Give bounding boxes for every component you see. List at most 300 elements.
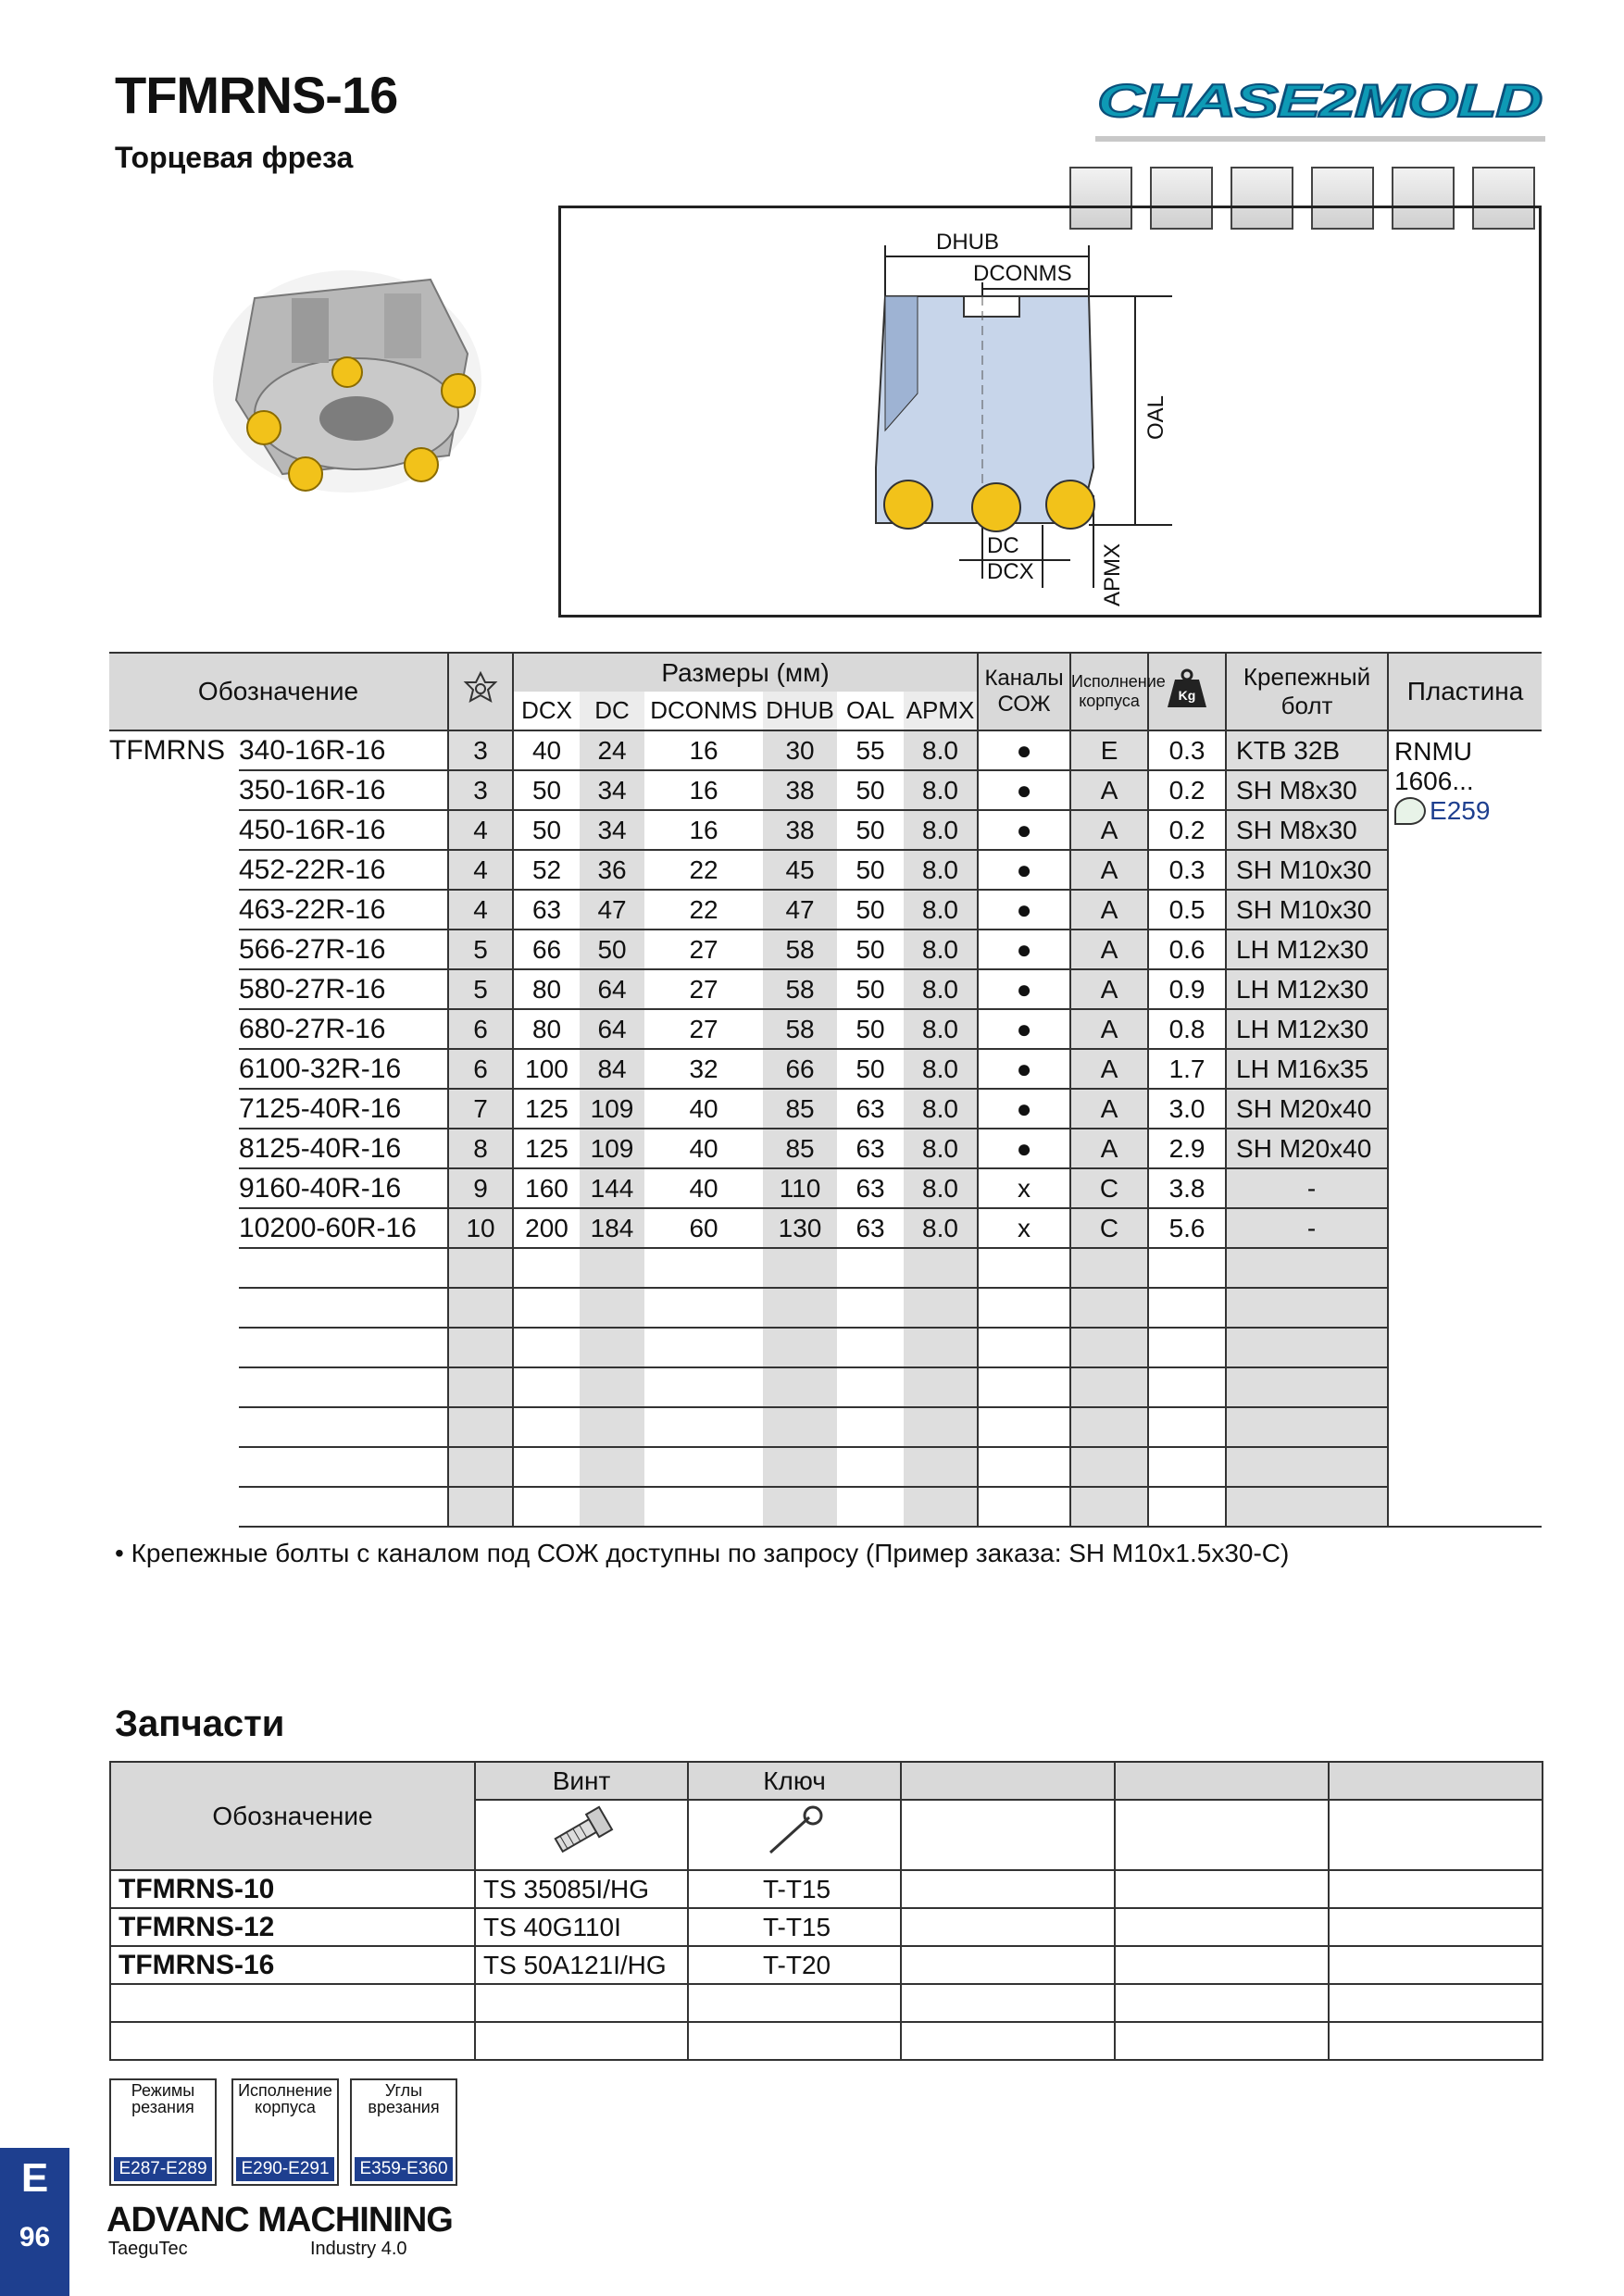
series-prefix-spacer xyxy=(109,969,239,1009)
row-designation: 450-16R-16 xyxy=(239,810,448,850)
cell-dconms: 27 xyxy=(644,930,763,969)
cell-dhub: 130 xyxy=(763,1208,837,1248)
cell-dconms: 40 xyxy=(644,1129,763,1168)
parts-cell-code: TFMRNS-10 xyxy=(110,1870,475,1908)
table-row xyxy=(109,1009,1542,1049)
table-row xyxy=(109,1447,1542,1487)
svg-text:CHASE2MOLD: CHASE2MOLD xyxy=(1097,75,1542,126)
col-header-designation: Обозначение xyxy=(197,677,359,705)
parts-cell-key: T-T15 xyxy=(688,1870,901,1908)
cell-dcx xyxy=(513,1367,580,1407)
cutting-data-ref[interactable] xyxy=(109,2078,217,2186)
cell-kg: 0.3 xyxy=(1148,850,1226,890)
col-header-dc: DC xyxy=(580,692,644,730)
cell-dcx xyxy=(513,1288,580,1328)
parts-empty-header xyxy=(901,1762,1115,1800)
cell-dhub: 38 xyxy=(763,770,837,810)
cell-dcx: 80 xyxy=(513,969,580,1009)
cell-dconms xyxy=(644,1487,763,1527)
table-row xyxy=(109,1367,1542,1407)
cell-oal xyxy=(837,1328,904,1367)
parts-row xyxy=(110,1984,1543,2022)
cell-dc xyxy=(580,1328,644,1367)
cell-apmx: 8.0 xyxy=(904,1049,978,1089)
cell-design: A xyxy=(1070,1049,1148,1089)
cell-coolant: ● xyxy=(978,770,1070,810)
ref-code: E287-E289 xyxy=(114,2157,212,2181)
row-designation: 566-27R-16 xyxy=(239,930,448,969)
cell-apmx xyxy=(904,1407,978,1447)
cell-dhub: 66 xyxy=(763,1049,837,1089)
cell-z: 8 xyxy=(448,1129,513,1168)
cell-oal: 63 xyxy=(837,1089,904,1129)
table-row xyxy=(109,1288,1542,1328)
series-prefix-spacer xyxy=(109,1129,239,1168)
table-row xyxy=(109,1487,1542,1527)
dim-label-dcx: DCX xyxy=(987,559,1034,584)
cell-z: 6 xyxy=(448,1049,513,1089)
cell-z xyxy=(448,1288,513,1328)
chase2mold-logo xyxy=(1097,74,1546,126)
cell-z xyxy=(448,1328,513,1367)
parts-empty-cell xyxy=(1329,1800,1543,1870)
insert-cell xyxy=(1388,730,1542,1527)
cell-dc xyxy=(580,1367,644,1407)
parts-cell-screw: TS 50A121I/HG xyxy=(475,1946,688,1984)
cell-coolant xyxy=(978,1487,1070,1527)
ref-code: E290-E291 xyxy=(236,2157,334,2181)
parts-empty-cell xyxy=(901,2022,1115,2060)
cell-z xyxy=(448,1407,513,1447)
cell-z: 9 xyxy=(448,1168,513,1208)
row-designation xyxy=(239,1328,448,1367)
cell-oal xyxy=(837,1288,904,1328)
cell-kg: 0.3 xyxy=(1148,730,1226,770)
col-header-oal: OAL xyxy=(837,692,904,730)
page-subtitle: Торцевая фреза xyxy=(115,141,354,174)
cell-dc: 34 xyxy=(580,810,644,850)
cell-dcx xyxy=(513,1447,580,1487)
series-prefix-spacer xyxy=(109,810,239,850)
cell-z: 3 xyxy=(448,730,513,770)
cell-coolant: x xyxy=(978,1208,1070,1248)
cell-oal: 63 xyxy=(837,1208,904,1248)
cell-coolant: ● xyxy=(978,1009,1070,1049)
cell-design: C xyxy=(1070,1168,1148,1208)
cell-kg: 2.9 xyxy=(1148,1129,1226,1168)
series-prefix-spacer xyxy=(109,1168,239,1208)
series-prefix-spacer xyxy=(109,1208,239,1248)
series-prefix: TFMRNS xyxy=(109,735,225,766)
cell-design: A xyxy=(1070,1089,1148,1129)
series-prefix-spacer xyxy=(109,1288,239,1328)
cell-apmx xyxy=(904,1328,978,1367)
cell-dc: 50 xyxy=(580,930,644,969)
series-prefix-spacer xyxy=(109,1367,239,1407)
cell-dconms: 16 xyxy=(644,770,763,810)
table-row xyxy=(109,930,1542,969)
series-prefix-spacer xyxy=(109,770,239,810)
insert-reference-link[interactable] xyxy=(1394,796,1542,826)
cell-dc: 36 xyxy=(580,850,644,890)
series-prefix-spacer xyxy=(109,1248,239,1288)
cell-bolt: LH M12x30 xyxy=(1226,1009,1388,1049)
parts-cell-screw: TS 40G110I xyxy=(475,1908,688,1946)
row-designation xyxy=(239,1288,448,1328)
cell-dcx: 50 xyxy=(513,770,580,810)
cell-design xyxy=(1070,1367,1148,1407)
parts-cell-key: T-T20 xyxy=(688,1946,901,1984)
cell-coolant xyxy=(978,1328,1070,1367)
cell-design: C xyxy=(1070,1208,1148,1248)
cell-bolt xyxy=(1226,1288,1388,1328)
cell-dcx: 160 xyxy=(513,1168,580,1208)
cell-z: 3 xyxy=(448,770,513,810)
parts-col-header-designation: Обозначение xyxy=(110,1762,475,1870)
table-row xyxy=(109,1208,1542,1248)
cell-design xyxy=(1070,1407,1148,1447)
parts-cell-key xyxy=(688,2022,901,2060)
cell-apmx xyxy=(904,1487,978,1527)
dim-label-oal: OAL xyxy=(1143,394,1168,440)
cell-coolant xyxy=(978,1367,1070,1407)
table-row xyxy=(109,1328,1542,1367)
cell-dhub xyxy=(763,1487,837,1527)
cell-design: A xyxy=(1070,850,1148,890)
cell-dconms xyxy=(644,1328,763,1367)
cell-apmx xyxy=(904,1367,978,1407)
parts-empty-cell xyxy=(1329,1984,1543,2022)
parts-cell-code xyxy=(110,2022,475,2060)
cell-bolt: SH M20x40 xyxy=(1226,1089,1388,1129)
cell-coolant: ● xyxy=(978,969,1070,1009)
row-designation: 452-22R-16 xyxy=(239,850,448,890)
cell-oal xyxy=(837,1407,904,1447)
cell-oal xyxy=(837,1447,904,1487)
cell-design: E xyxy=(1070,730,1148,770)
spare-parts-title: Запчасти xyxy=(115,1703,285,1744)
cell-design: A xyxy=(1070,770,1148,810)
col-header-apmx: APMX xyxy=(904,692,978,730)
cell-z: 10 xyxy=(448,1208,513,1248)
cell-z: 6 xyxy=(448,1009,513,1049)
insert-ref-page: E259 xyxy=(1430,796,1491,825)
ref-label: Углы врезания xyxy=(368,2081,440,2116)
weight-icon-text: Kg xyxy=(1178,687,1196,703)
cell-z xyxy=(448,1487,513,1527)
table-row xyxy=(109,1129,1542,1168)
parts-empty-cell xyxy=(1115,1908,1329,1946)
series-prefix-spacer xyxy=(109,1009,239,1049)
cell-dconms: 40 xyxy=(644,1089,763,1129)
table-row xyxy=(109,1248,1542,1288)
body-design-ref[interactable] xyxy=(231,2078,339,2186)
row-designation: 10200-60R-16 xyxy=(239,1208,448,1248)
cell-dcx: 52 xyxy=(513,850,580,890)
cell-bolt xyxy=(1226,1407,1388,1447)
cell-dc: 84 xyxy=(580,1049,644,1089)
cell-coolant: ● xyxy=(978,1129,1070,1168)
parts-row xyxy=(110,2022,1543,2060)
teeth-icon xyxy=(448,653,513,730)
parts-cell-code: TFMRNS-12 xyxy=(110,1908,475,1946)
cell-bolt: - xyxy=(1226,1208,1388,1248)
cell-bolt: LH M16x35 xyxy=(1226,1049,1388,1089)
cell-apmx: 8.0 xyxy=(904,770,978,810)
cell-dc xyxy=(580,1447,644,1487)
col-header-insert: Пластина xyxy=(1388,653,1542,730)
cell-dcx: 100 xyxy=(513,1049,580,1089)
cell-design xyxy=(1070,1248,1148,1288)
cell-dhub xyxy=(763,1288,837,1328)
row-designation xyxy=(239,1487,448,1527)
cell-kg xyxy=(1148,1328,1226,1367)
cell-kg xyxy=(1148,1447,1226,1487)
cell-kg: 1.7 xyxy=(1148,1049,1226,1089)
row-designation: 9160-40R-16 xyxy=(239,1168,448,1208)
series-prefix-spacer xyxy=(109,930,239,969)
cell-coolant: ● xyxy=(978,810,1070,850)
cell-dhub xyxy=(763,1367,837,1407)
cell-dc: 47 xyxy=(580,890,644,930)
spare-parts-table xyxy=(109,1761,1543,2061)
cell-dc xyxy=(580,1288,644,1328)
cell-dhub xyxy=(763,1447,837,1487)
cell-design: A xyxy=(1070,810,1148,850)
parts-col-header-key: Ключ xyxy=(688,1762,901,1800)
series-prefix-spacer xyxy=(109,1447,239,1487)
cell-dhub xyxy=(763,1328,837,1367)
cell-apmx: 8.0 xyxy=(904,969,978,1009)
row-designation: 463-22R-16 xyxy=(239,890,448,930)
table-row xyxy=(109,810,1542,850)
cell-dcx: 40 xyxy=(513,730,580,770)
cell-dhub xyxy=(763,1407,837,1447)
insert-size: 1606... xyxy=(1394,767,1474,795)
parts-empty-cell xyxy=(1115,1870,1329,1908)
cell-oal: 63 xyxy=(837,1129,904,1168)
cell-bolt: - xyxy=(1226,1168,1388,1208)
cell-dconms xyxy=(644,1367,763,1407)
cell-kg: 0.8 xyxy=(1148,1009,1226,1049)
cell-kg xyxy=(1148,1367,1226,1407)
cell-oal: 50 xyxy=(837,969,904,1009)
cell-dc: 184 xyxy=(580,1208,644,1248)
col-header-dconms: DCONMS xyxy=(644,692,763,730)
footnote: • Крепежные болты с каналом под СОЖ доступны по запросу (Пример заказа: SH M10x1.5x30-C) xyxy=(115,1539,1290,1567)
parts-cell-screw xyxy=(475,2022,688,2060)
cell-kg: 3.0 xyxy=(1148,1089,1226,1129)
cell-dc: 34 xyxy=(580,770,644,810)
row-designation xyxy=(239,1367,448,1407)
series-prefix-spacer xyxy=(109,1049,239,1089)
advance-machining-logo xyxy=(106,2201,453,2259)
table-row xyxy=(109,1049,1542,1089)
cell-dc: 24 xyxy=(580,730,644,770)
dim-label-dhub: DHUB xyxy=(936,230,1000,255)
cell-design xyxy=(1070,1288,1148,1328)
series-prefix-spacer xyxy=(109,1407,239,1447)
parts-cell-key: T-T15 xyxy=(688,1908,901,1946)
ref-label: Режимы резания xyxy=(131,2081,195,2116)
table-row xyxy=(109,850,1542,890)
cell-dcx: 80 xyxy=(513,1009,580,1049)
parts-cell-code xyxy=(110,1984,475,2022)
parts-empty-cell xyxy=(1329,1870,1543,1908)
dim-label-apmx: APMX xyxy=(1100,543,1125,606)
cell-dcx: 200 xyxy=(513,1208,580,1248)
cell-dhub: 58 xyxy=(763,1009,837,1049)
parts-empty-cell xyxy=(1115,1800,1329,1870)
cell-dconms: 27 xyxy=(644,1009,763,1049)
cell-coolant xyxy=(978,1447,1070,1487)
section-letter: E xyxy=(20,2155,49,2201)
parts-empty-cell xyxy=(901,1946,1115,1984)
cell-dconms: 22 xyxy=(644,890,763,930)
col-header-dimensions: Размеры (мм) xyxy=(513,653,978,692)
parts-empty-cell xyxy=(1115,1984,1329,2022)
torx-key-icon xyxy=(688,1800,901,1870)
parts-empty-cell xyxy=(1115,2022,1329,2060)
row-designation: 8125-40R-16 xyxy=(239,1129,448,1168)
cell-apmx xyxy=(904,1447,978,1487)
cell-bolt xyxy=(1226,1367,1388,1407)
parts-empty-cell xyxy=(901,1800,1115,1870)
cell-z: 4 xyxy=(448,890,513,930)
table-row xyxy=(109,890,1542,930)
cell-bolt: KTB 32B xyxy=(1226,730,1388,770)
table-row xyxy=(109,1407,1542,1447)
series-prefix-spacer xyxy=(109,1487,239,1527)
cell-design: A xyxy=(1070,930,1148,969)
cell-oal: 50 xyxy=(837,850,904,890)
parts-empty-cell xyxy=(1329,1908,1543,1946)
parts-row xyxy=(110,1870,1543,1908)
cell-kg: 3.8 xyxy=(1148,1168,1226,1208)
cell-kg xyxy=(1148,1248,1226,1288)
cell-design xyxy=(1070,1487,1148,1527)
col-header-dhub: DHUB xyxy=(763,692,837,730)
series-prefix-spacer xyxy=(109,850,239,890)
parts-empty-cell xyxy=(1329,2022,1543,2060)
cell-dconms: 22 xyxy=(644,850,763,890)
cell-bolt: SH M8x30 xyxy=(1226,810,1388,850)
cell-coolant: ● xyxy=(978,1089,1070,1129)
cell-dc xyxy=(580,1248,644,1288)
cell-dconms: 16 xyxy=(644,730,763,770)
cell-design xyxy=(1070,1447,1148,1487)
cell-dcx: 66 xyxy=(513,930,580,969)
cell-dhub: 85 xyxy=(763,1129,837,1168)
screw-icon xyxy=(475,1800,688,1870)
parts-empty-cell xyxy=(901,1870,1115,1908)
cell-apmx: 8.0 xyxy=(904,1129,978,1168)
row-designation xyxy=(239,1447,448,1487)
cell-dc: 109 xyxy=(580,1129,644,1168)
cell-dconms xyxy=(644,1447,763,1487)
cell-dcx: 63 xyxy=(513,890,580,930)
cell-z xyxy=(448,1367,513,1407)
brand-taegutec: TaeguTec xyxy=(108,2239,188,2259)
cell-coolant xyxy=(978,1288,1070,1328)
row-designation: 340-16R-16 xyxy=(239,730,448,770)
table-row xyxy=(109,969,1542,1009)
table-row xyxy=(109,1168,1542,1208)
cell-design: A xyxy=(1070,969,1148,1009)
series-prefix-spacer xyxy=(109,890,239,930)
parts-empty-cell xyxy=(901,1984,1115,2022)
table-row xyxy=(109,770,1542,810)
cell-dcx: 125 xyxy=(513,1089,580,1129)
cell-dconms: 32 xyxy=(644,1049,763,1089)
cell-dcx xyxy=(513,1328,580,1367)
brand-main: ADVANC MACHINING xyxy=(106,2201,453,2240)
cell-dhub: 30 xyxy=(763,730,837,770)
cell-oal xyxy=(837,1248,904,1288)
cell-dhub: 58 xyxy=(763,969,837,1009)
cell-dhub: 85 xyxy=(763,1089,837,1129)
table-row xyxy=(109,730,1542,770)
row-designation: 7125-40R-16 xyxy=(239,1089,448,1129)
cell-coolant: ● xyxy=(978,930,1070,969)
cell-apmx: 8.0 xyxy=(904,1208,978,1248)
cell-dconms: 27 xyxy=(644,969,763,1009)
page-title: TFMRNS-16 xyxy=(115,66,398,124)
cell-apmx xyxy=(904,1288,978,1328)
cell-kg xyxy=(1148,1288,1226,1328)
cell-apmx: 8.0 xyxy=(904,1168,978,1208)
table-row xyxy=(109,1089,1542,1129)
row-designation: 680-27R-16 xyxy=(239,1009,448,1049)
parts-cell-key xyxy=(688,1984,901,2022)
cell-apmx: 8.0 xyxy=(904,890,978,930)
row-designation xyxy=(239,1248,448,1288)
page-number: 96 xyxy=(19,2222,51,2252)
cell-dc xyxy=(580,1407,644,1447)
cell-dhub: 110 xyxy=(763,1168,837,1208)
cell-z: 7 xyxy=(448,1089,513,1129)
cell-bolt: LH M12x30 xyxy=(1226,969,1388,1009)
cell-kg: 5.6 xyxy=(1148,1208,1226,1248)
cell-dconms xyxy=(644,1407,763,1447)
header-divider xyxy=(1095,136,1545,142)
parts-cell-screw: TS 35085I/HG xyxy=(475,1870,688,1908)
cell-dcx xyxy=(513,1248,580,1288)
parts-col-header-screw: Винт xyxy=(475,1762,688,1800)
cell-oal xyxy=(837,1367,904,1407)
cell-oal: 50 xyxy=(837,890,904,930)
ref-label: Исполнение корпуса xyxy=(238,2081,332,2116)
parts-empty-header xyxy=(1329,1762,1543,1800)
cell-bolt xyxy=(1226,1447,1388,1487)
cell-dhub: 47 xyxy=(763,890,837,930)
cell-apmx: 8.0 xyxy=(904,730,978,770)
parts-empty-cell xyxy=(1115,1946,1329,1984)
cell-dconms xyxy=(644,1248,763,1288)
cell-z: 5 xyxy=(448,969,513,1009)
cell-bolt: SH M8x30 xyxy=(1226,770,1388,810)
row-designation: 580-27R-16 xyxy=(239,969,448,1009)
row-designation: 6100-32R-16 xyxy=(239,1049,448,1089)
cell-kg xyxy=(1148,1487,1226,1527)
cell-oal: 50 xyxy=(837,1049,904,1089)
cell-dc: 109 xyxy=(580,1089,644,1129)
parts-empty-header xyxy=(1115,1762,1329,1800)
cell-dcx: 125 xyxy=(513,1129,580,1168)
cell-dhub: 38 xyxy=(763,810,837,850)
ramping-angles-ref[interactable] xyxy=(350,2078,457,2186)
cell-z: 5 xyxy=(448,930,513,969)
